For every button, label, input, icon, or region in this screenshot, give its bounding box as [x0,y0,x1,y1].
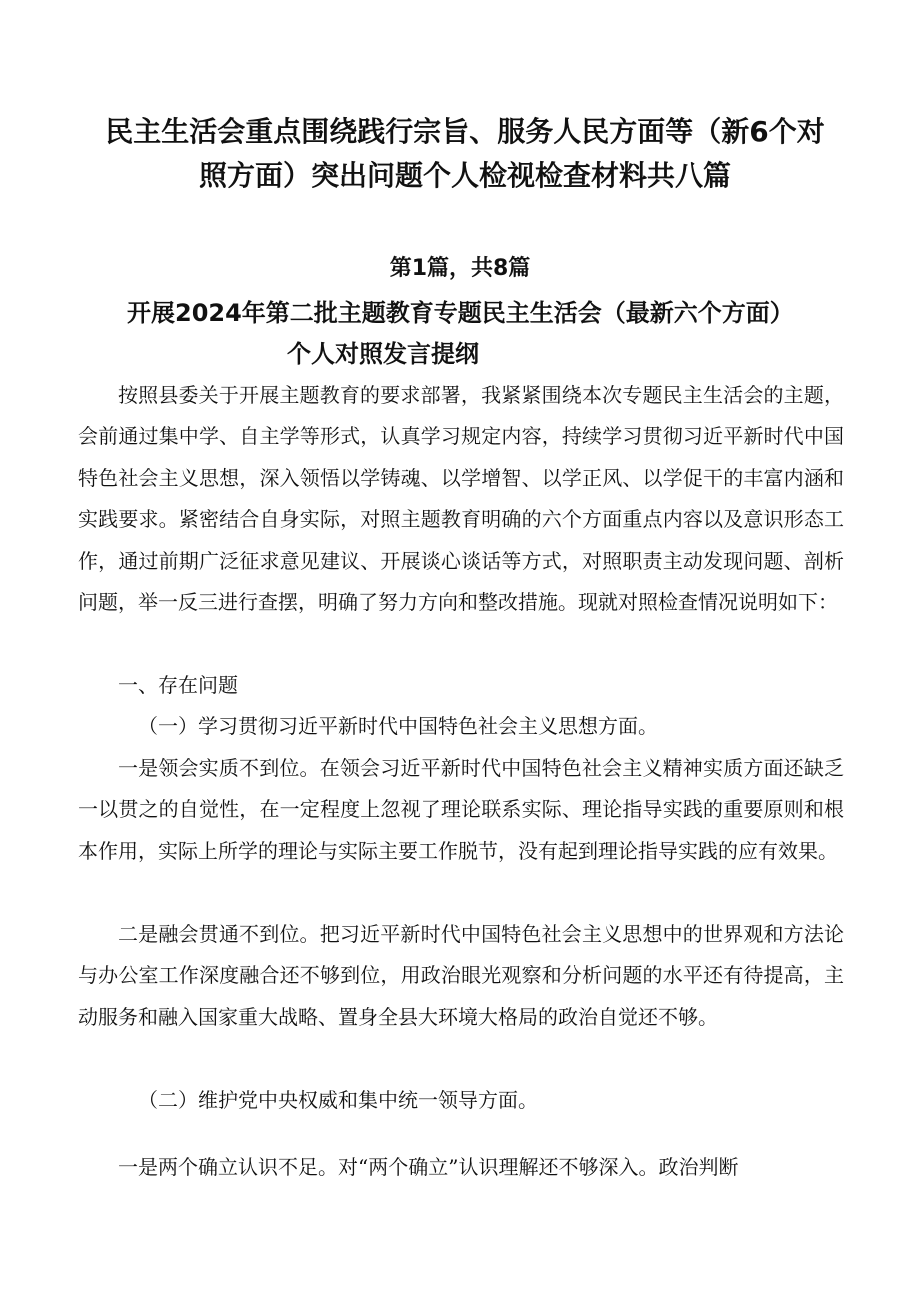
heading-existing-problems: 一、存在问题 [118,673,238,697]
paragraph-two-establishments: 一是两个确立认识不足。对“两个确立”认识理解还不够深入。政治判断 [118,1155,739,1179]
paragraph-integration: 二是融会贯通不到位。把习近平新时代中国特色社会主义思想中的世界观和方法论与办公室工作深度融合还不够到位，用政治眼光观察和分析问题的水平还有待提高，主动服务和融入国家重大战略、置身全县大环境大格局的政治自觉还不够。 [78,922,844,1029]
document-title: 民主生活会重点围绕践行宗旨、服务人民方面等（新6个对照方面）突出问题个人检视检查材料共八篇 [105,115,825,192]
part-label: 第1篇，共8篇 [389,256,531,281]
section-title-line-1: 开展2024年第二批主题教育专题民主生活会（最新六个方面） [127,299,794,327]
paragraph-understanding-essence: 一是领会实质不到位。在领会习近平新时代中国特色社会主义精神实质方面还缺乏一以贯之的自觉性，在一定程度上忽视了理论联系实际、理论指导实践的重要原则和根本作用，实际上所学的理论与实际主要工作脱节，没有起到理论指导实践的应有效果。 [78,756,844,863]
subheading-central-authority: （二）维护党中央权威和集中统一领导方面。 [138,1088,538,1112]
subheading-study-thought: （一）学习贯彻习近平新时代中国特色社会主义思想方面。 [138,714,658,738]
section-title-line-2: 个人对照发言提纲 [287,340,479,368]
intro-paragraph: 按照县委关于开展主题教育的要求部署，我紧紧围绕本次专题民主生活会的主题，会前通过集中学、自主学等形式，认真学习规定内容，持续学习贯彻习近平新时代中国特色社会主义思想，深入领悟以学铸魂、以学增智、以学正风、以学促干的丰富内涵和实践要求。紧密结合自身实际，对照主题教育明确的六个方面重点内容以及意识形态工作，通过前期广泛征求意见建议、开展谈心谈话等方式，对照职责主动发现问题、剖析问题，举一反三进行查摆，明确了努力方向和整改措施。现就对照检查情况说明如下： [78,383,844,615]
